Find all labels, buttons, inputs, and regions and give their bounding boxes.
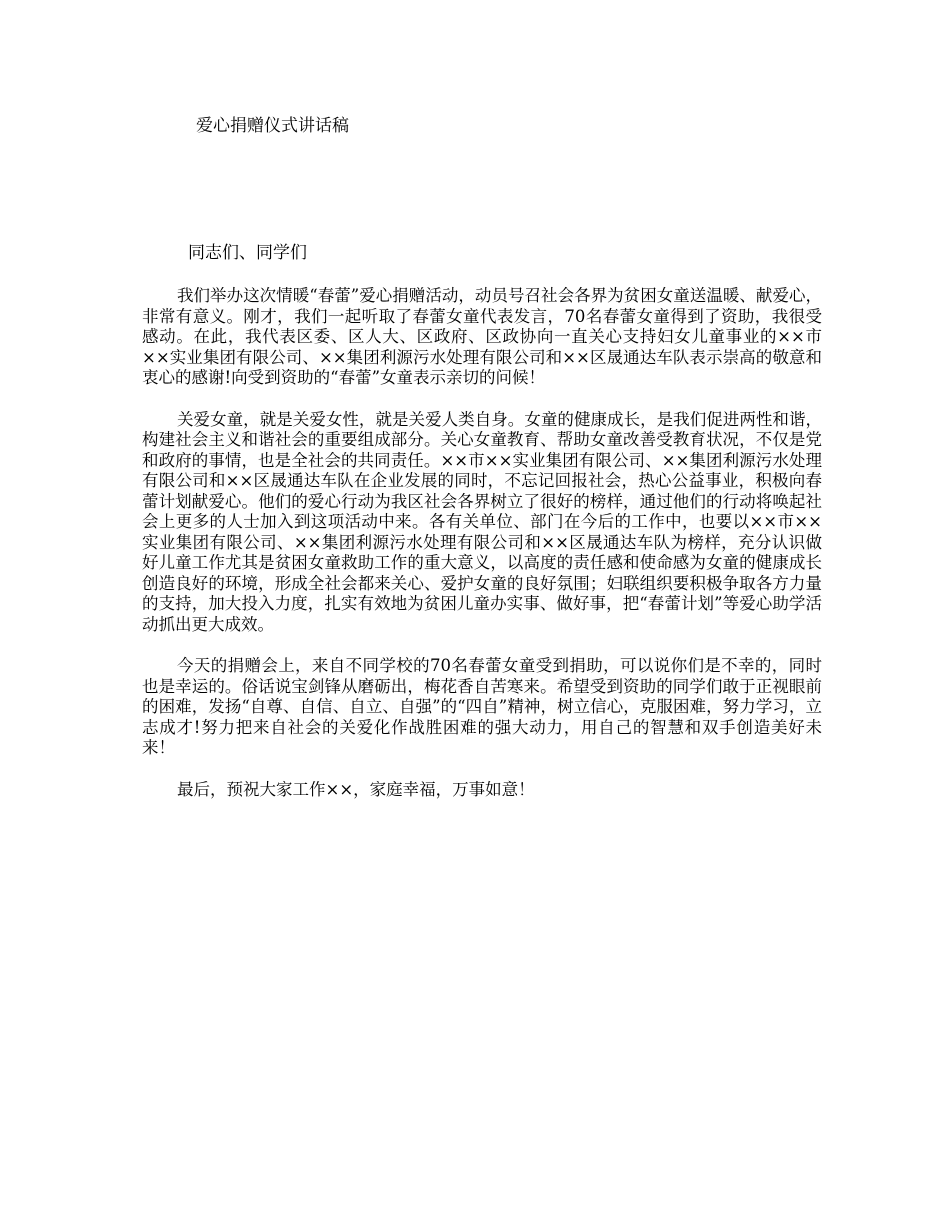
paragraph-opening: 我们举办这次情暖“春蕾”爱心捐赠活动，动员号召社会各界为贫困女童送温暖、献爱心，非常有意义。刚才，我们一起听取了春蕾女童代表发言，70名春蕾女童得到了资助，我很受感动。在此，我代表区委、区人大、区政府、区政协向一直关心支持妇女儿童事业的××市××实业集团有限公司、××集团利源污水处理有限公司和××区晟通达车队表示崇高的敬意和衷心的感谢!向受到资助的“春蕾”女童表示亲切的问候！ (142, 286, 822, 387)
speech-body (142, 286, 822, 821)
salutation: 同志们、同学们 (188, 243, 307, 263)
paragraph-closing: 最后，预祝大家工作××，家庭幸福，万事如意！ (177, 779, 535, 799)
paragraph-encouragement: 今天的捐赠会上，来自不同学校的70名春蕾女童受到捐助，可以说你们是不幸的，同时也是幸运的。俗话说宝剑锋从磨砺出，梅花香自苦寒来。希望受到资助的同学们敢于正视眼前的困难，发扬“自尊、自信、自立、自强”的“四自”精神，树立信心，克服困难，努力学习，立志成才!努力把来自社会的关爱化作战胜困难的强大动力，用自己的智慧和双手创造美好未来！ (142, 656, 822, 757)
paragraph-caring-for-girls: 关爱女童，就是关爱女性，就是关爱人类自身。女童的健康成长，是我们促进两性和谐，构建社会主义和谐社会的重要组成部分。关心女童教育、帮助女童改善受教育状况，不仅是党和政府的事情，也是全社会的共同责任。××市××实业集团有限公司、××集团利源污水处理有限公司和××区晟通达车队在企业发展的同时，不忘记回报社会，热心公益事业，积极向春蕾计划献爱心。他们的爱心行动为我区社会各界树立了很好的榜样，通过他们的行动将唤起社会上更多的人士加入到这项活动中来。各有关单位、部门在今后的工作中，也要以××市××实业集团有限公司、××集团利源污水处理有限公司和××区晟通达车队为榜样，充分认识做好儿童工作尤其是贫困女童救助工作的重大意义，以高度的责任感和使命感为女童的健康成长创造良好的环境，形成全社会都来关心、爱护女童的良好氛围；妇联组织要积极争取各方力量的支持，加大投入力度，扎实有效地为贫困儿童办实事、做好事，把“春蕾计划”等爱心助学活动抓出更大成效。 (142, 409, 822, 634)
document-title: 爱心捐赠仪式讲话稿 (196, 116, 349, 136)
